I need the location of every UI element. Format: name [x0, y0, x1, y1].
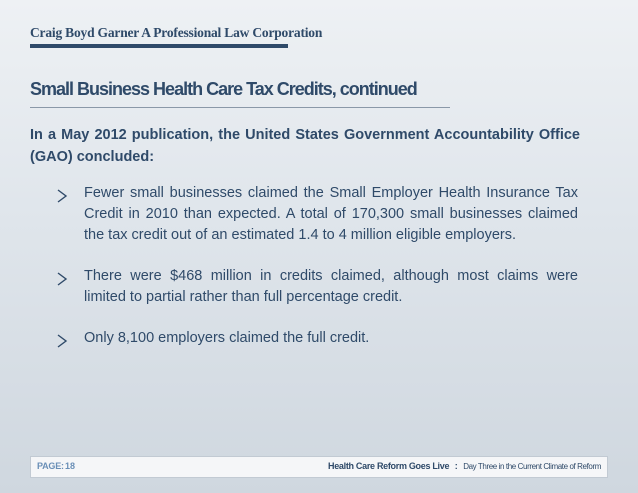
- bullet-item-2: [52, 266, 578, 308]
- bullet-item-1: [52, 183, 578, 246]
- series-title: Health Care Reform Goes Live: [328, 461, 450, 471]
- intro-text: In a May 2012 publication, the United States Government Accountability Office (GAO) concluded:: [30, 127, 580, 165]
- footer-titles: [328, 461, 601, 471]
- slide-title: Small Business Health Care Tax Credits, continued: [30, 79, 417, 99]
- firm-header: [30, 22, 323, 50]
- page-number: 18: [65, 461, 76, 471]
- session-title: Day Three in the Current Climate of Reform: [463, 462, 601, 471]
- page-label: PAGE:: [37, 461, 64, 471]
- slide-footer: [30, 456, 608, 478]
- bullet-text-2: There were $468 million in credits claimed, although most claims were limited to partial rather than full percentage credit.: [84, 268, 578, 305]
- chevron-right-icon: [55, 334, 71, 348]
- footer-separator: :: [454, 461, 458, 471]
- bullet-text-1: Fewer small businesses claimed the Small Employer Health Insurance Tax Credit in 2010 than expected. A total of 170,300 small businesses claimed the tax credit out of an estimated 1.4 to 4 million eligible employers.: [84, 185, 578, 243]
- bullet-text-3: Only 8,100 employers claimed the full credit.: [84, 330, 370, 346]
- bullet-list: [52, 183, 578, 369]
- firm-header-rule: [30, 44, 288, 48]
- chevron-right-icon: [55, 189, 71, 203]
- chevron-right-icon: [55, 272, 71, 286]
- title-divider: [30, 107, 450, 108]
- firm-name: Craig Boyd Garner A Professional Law Corporation: [30, 25, 323, 40]
- bullet-item-3: [52, 328, 578, 349]
